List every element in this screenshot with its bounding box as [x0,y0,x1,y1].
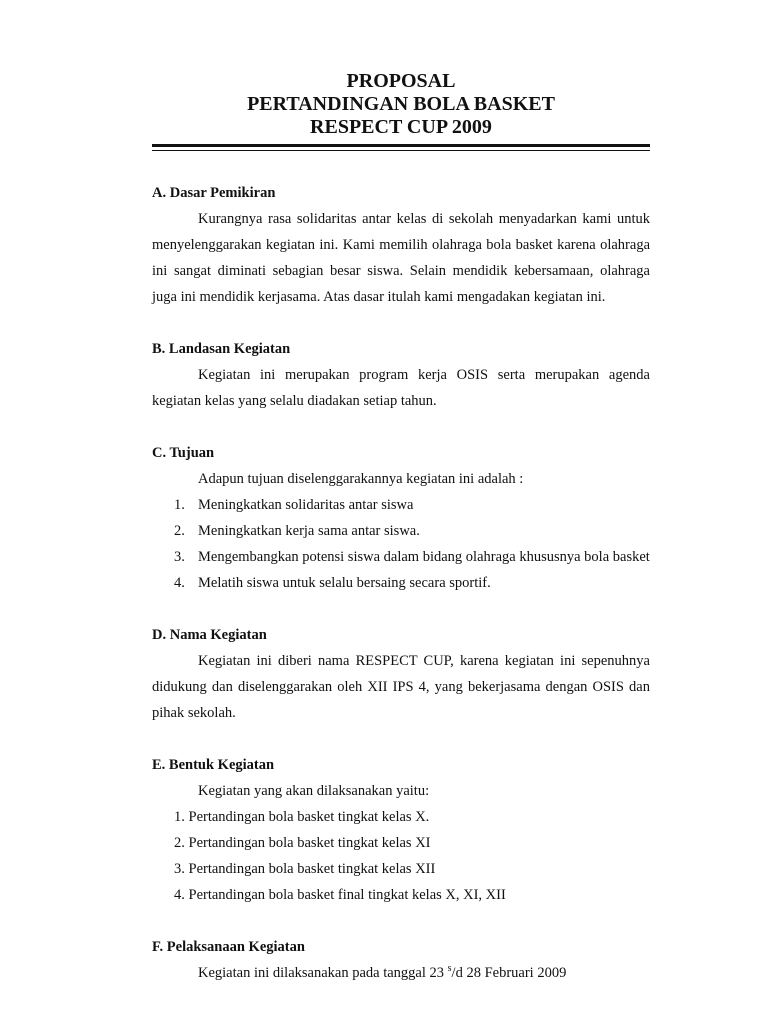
section-c-heading: C. Tujuan [152,445,215,461]
list-item-number: 4. [174,575,185,591]
section-c-intro: Adapun tujuan diselenggarakannya kegiatan ini adalah : [198,471,524,487]
list-item: 2. Pertandingan bola basket tingkat kelas XI [174,835,431,851]
section-f-heading: F. Pelaksanaan Kegiatan [152,939,305,955]
section-f-text-start: Kegiatan ini dilaksanakan pada tanggal 23 [198,965,448,981]
document-title [152,70,650,139]
list-item: 3. Pertandingan bola basket tingkat kelas XII [174,861,436,877]
list-item-text: Meningkatkan kerja sama antar siswa. [198,523,420,539]
list-item-text: Mengembangkan potensi siswa dalam bidang olahraga khususnya bola basket [198,549,650,565]
list-item [152,518,650,544]
list-item-number: 3. [174,549,185,565]
section-b-paragraph: Kegiatan ini merupakan program kerja OSIS serta merupakan agenda kegiatan kelas yang selalu diadakan setiap tahun. [152,367,650,409]
section-a-heading: A. Dasar Pemikiran [152,185,276,201]
list-item: 1. Pertandingan bola basket tingkat kelas X. [174,809,430,825]
section-f-superscript: s [447,963,452,975]
section-e-intro: Kegiatan yang akan dilaksanakan yaitu: [198,783,430,799]
section-b-heading: B. Landasan Kegiatan [152,341,291,357]
activities-list [152,804,650,908]
list-item-text: Meningkatkan solidaritas antar siswa [198,497,414,513]
title-divider-thin [152,150,650,151]
list-item [152,492,650,518]
list-item-text: Melatih siswa untuk selalu bersaing secara sportif. [198,575,491,591]
title-line-1: PROPOSAL [346,70,456,92]
list-item [152,544,650,570]
title-line-2: PERTANDINGAN BOLA BASKET [247,93,555,115]
list-item [152,570,650,596]
list-item: 4. Pertandingan bola basket final tingkat kelas X, XI, XII [174,887,506,903]
list-item-number: 2. [174,523,185,539]
title-line-3: RESPECT CUP 2009 [310,116,492,138]
section-f-paragraph [152,960,650,986]
title-divider-thick [152,144,650,147]
objectives-list [152,492,650,596]
section-d-heading: D. Nama Kegiatan [152,627,267,643]
document-body [152,180,650,986]
section-e-heading: E. Bentuk Kegiatan [152,757,275,773]
section-d-paragraph: Kegiatan ini diberi nama RESPECT CUP, karena kegiatan ini sepenuhnya didukung dan diselenggarakan oleh XII IPS 4, yang bekerjasama dengan OSIS dan pihak sekolah. [152,653,650,721]
section-a-paragraph: Kurangnya rasa solidaritas antar kelas di sekolah menyadarkan kami untuk menyelenggarakan kegiatan ini. Kami memilih olahraga bola basket karena olahraga ini sangat diminati sebagian besar siswa. Selain mendidik kebersamaan, olahraga juga ini mendidik kerjasama. Atas dasar itulah kami mengadakan kegiatan ini. [152,211,650,305]
section-f-text-end: /d 28 Februari 2009 [451,965,567,981]
list-item-number: 1. [174,497,185,513]
